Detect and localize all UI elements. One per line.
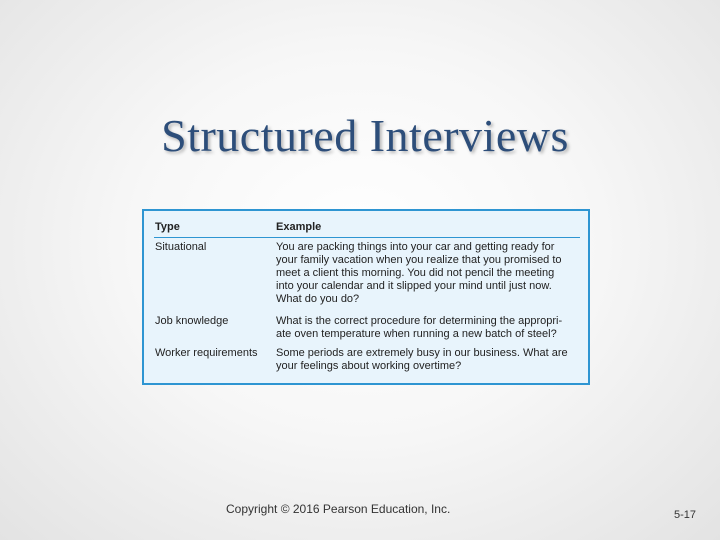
row-job-knowledge-example: [276, 315, 562, 341]
column-header-example: Example: [276, 221, 322, 233]
example-line: What is the correct procedure for determining the appropri-: [276, 315, 563, 327]
example-line: ate oven temperature when running a new batch of steel?: [276, 328, 557, 340]
example-line: Some periods are extremely busy in our business. What are: [276, 347, 568, 359]
row-worker-requirements-example: [276, 347, 568, 373]
row-worker-requirements-type: Worker requirements: [155, 347, 258, 359]
example-line: into your calendar and it slipped your mind until just now.: [276, 280, 552, 292]
example-line: You are packing things into your car and getting ready for: [276, 241, 555, 253]
example-line: What do you do?: [276, 293, 360, 305]
example-line: your family vacation when you realize that you promised to: [276, 254, 562, 266]
copyright-footer: Copyright © 2016 Pearson Education, Inc.: [226, 502, 451, 516]
row-situational-example: [276, 241, 562, 306]
column-header-type: Type: [155, 221, 180, 233]
row-situational-type: Situational: [155, 241, 207, 253]
slide-title: Structured Interviews: [161, 110, 569, 161]
header-divider: [154, 237, 580, 238]
example-line: your feelings about working overtime?: [276, 360, 462, 372]
interview-types-table: [142, 209, 590, 385]
page-number: 5-17: [674, 509, 697, 521]
row-job-knowledge-type: Job knowledge: [155, 315, 229, 327]
example-line: meet a client this morning. You did not pencil the meeting: [276, 267, 555, 279]
